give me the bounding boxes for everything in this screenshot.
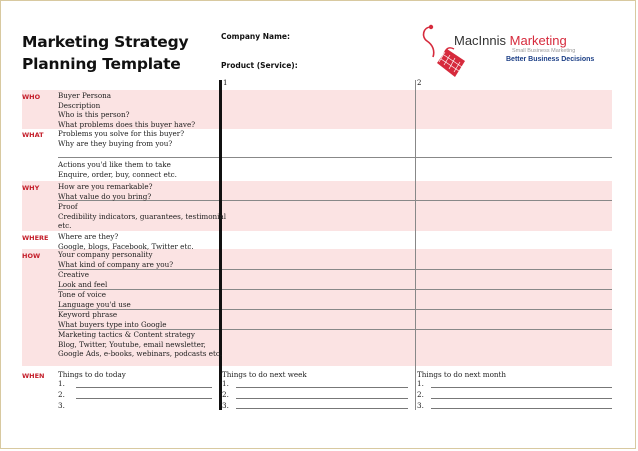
what-line: Why are they buying from you? — [58, 138, 173, 148]
how-line: Language you'd use — [58, 299, 131, 309]
column-number-2: 2 — [417, 79, 422, 87]
todo-number: 3. — [222, 401, 229, 410]
brand-second: Marketing — [509, 33, 567, 48]
how-line: What kind of company are you? — [58, 259, 174, 269]
title-line-2: Planning Template — [22, 55, 181, 73]
todo-line[interactable] — [76, 398, 212, 399]
column-number-1: 1 — [223, 79, 228, 87]
how-line: Your company personality — [58, 250, 153, 259]
why-line: Credibility indicators, guarantees, testimonial — [58, 211, 227, 221]
title-line-1: Marketing Strategy — [22, 33, 189, 51]
why-line: etc. — [58, 221, 72, 231]
how-line: Marketing tactics & Content strategy — [58, 330, 195, 339]
todo-line[interactable] — [76, 387, 212, 388]
who-line: Description — [58, 100, 101, 110]
column-divider-2 — [415, 80, 416, 410]
todo-line[interactable] — [431, 387, 612, 388]
todo-line[interactable] — [431, 398, 612, 399]
todo-number: 1. — [222, 379, 229, 388]
how-line: Blog, Twitter, Youtube, email newsletter, — [58, 339, 206, 349]
brand-first: MacInnis — [454, 33, 507, 48]
todo-line[interactable] — [431, 408, 612, 409]
when-col2-heading: Things to do next week — [222, 370, 307, 379]
product-service-label: Product (Service): — [221, 61, 298, 70]
when-col3-heading: Things to do next month — [417, 370, 507, 379]
how-line: Google Ads, e-books, webinars, podcasts etc. — [58, 349, 223, 359]
column-divider-1 — [219, 80, 222, 410]
how-creative-text — [58, 270, 107, 289]
who-line: What problems does this buyer have? — [58, 119, 196, 129]
todo-number: 3. — [417, 401, 424, 410]
section-label-why: WHY — [22, 184, 40, 192]
what-line: Enquire, order, buy, connect etc. — [58, 169, 177, 179]
where-line: Where are they? — [58, 232, 119, 241]
who-line: Buyer Persona — [58, 91, 112, 100]
section-label-who: WHO — [22, 93, 41, 101]
row-divider — [58, 157, 612, 158]
how-tone-text — [58, 290, 131, 309]
how-line: Tone of voice — [58, 290, 106, 299]
section-label-when: WHEN — [22, 372, 45, 380]
how-line: Look and feel — [58, 279, 108, 289]
when-col1-heading: Things to do today — [58, 370, 126, 379]
why-line: What value do you bring? — [58, 191, 152, 201]
why-text — [58, 182, 152, 201]
how-tactics-text — [58, 330, 222, 359]
shopping-bag-icon — [417, 21, 473, 81]
todo-number: 2. — [222, 390, 229, 399]
todo-number: 2. — [58, 390, 65, 399]
todo-number: 1. — [417, 379, 424, 388]
why-proof-text — [58, 202, 226, 231]
how-keyword-text — [58, 310, 167, 329]
row-divider — [58, 289, 612, 290]
how-personality-text — [58, 250, 173, 269]
todo-number: 3. — [58, 401, 65, 410]
section-label-what: WHAT — [22, 131, 44, 139]
todo-line[interactable] — [236, 408, 408, 409]
what-line: Problems you solve for this buyer? — [58, 129, 185, 138]
what-text — [58, 129, 184, 148]
todo-line[interactable] — [236, 398, 408, 399]
what-line: Actions you'd like them to take — [58, 160, 171, 169]
brand-subtitle: Small Business Marketing — [512, 48, 576, 54]
who-line: Who is this person? — [58, 110, 130, 120]
where-line: Google, blogs, Facebook, Twitter etc. — [58, 241, 194, 251]
where-text — [58, 232, 194, 251]
todo-number: 1. — [58, 379, 65, 388]
why-line: Proof — [58, 202, 78, 211]
how-line: What buyers type into Google — [58, 319, 167, 329]
brand-tagline: Better Business Decisions — [506, 56, 595, 63]
page-title — [22, 31, 188, 75]
why-line: How are you remarkable? — [58, 182, 153, 191]
who-text — [58, 91, 195, 129]
brand-name — [454, 33, 567, 48]
what-actions-text — [58, 160, 177, 179]
todo-line[interactable] — [236, 387, 408, 388]
section-label-how: HOW — [22, 252, 41, 260]
company-name-label: Company Name: — [221, 32, 290, 41]
how-line: Keyword phrase — [58, 310, 118, 319]
how-line: Creative — [58, 270, 89, 279]
section-label-where: WHERE — [22, 234, 49, 242]
todo-number: 2. — [417, 390, 424, 399]
